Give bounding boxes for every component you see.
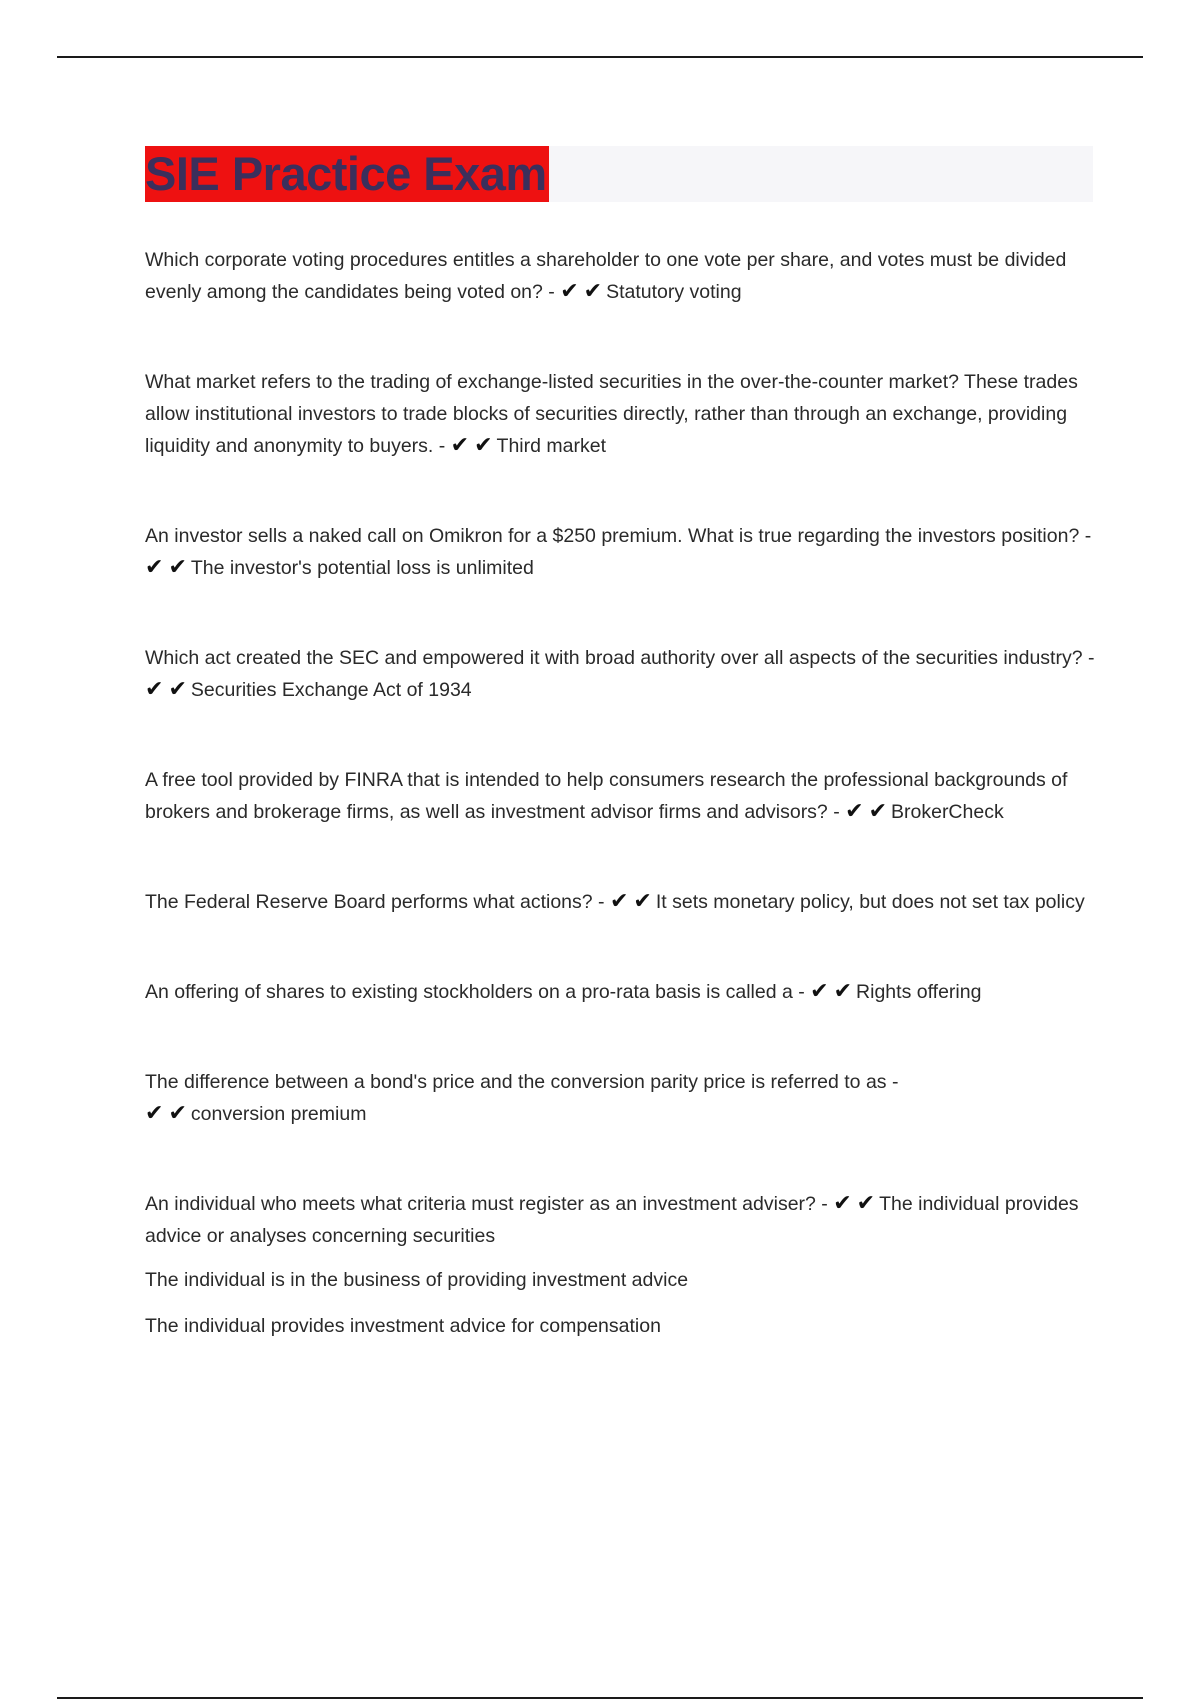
qa-item: [145, 764, 1095, 828]
answer-text: Rights offering: [856, 981, 982, 1003]
question-text: What market refers to the trading of exchange-listed securities in the over-the-counter market? These trades allow institutional investors to trade blocks of securities directly, rather than through an exchange, providing liquidity and anonymity to buyers.: [145, 371, 1078, 457]
qa-item: [145, 244, 1095, 308]
checkmark-icon: ✔: [833, 979, 853, 1004]
answer-text: BrokerCheck: [891, 801, 1004, 823]
answer-extra-line: The individual is in the business of providing investment advice: [145, 1269, 689, 1291]
answer-text: The investor's potential loss is unlimited: [190, 557, 534, 579]
question-text: The Federal Reserve Board performs what actions?: [145, 891, 593, 913]
checkmark-icon: ✔: [583, 279, 603, 304]
qa-item: [145, 1188, 1095, 1252]
answer-text: Securities Exchange Act of 1934: [190, 679, 472, 701]
checkmark-icon: ✔: [168, 555, 187, 580]
page-title: SIE Practice Exam: [145, 147, 547, 200]
separator: -: [592, 891, 610, 913]
checkmark-icon: ✔: [450, 433, 470, 458]
separator: -: [792, 981, 811, 1003]
question-text: An individual who meets what criteria must register as an investment adviser?: [145, 1193, 816, 1215]
checkmark-icon: ✔: [474, 433, 493, 458]
checkmark-icon: ✔: [560, 279, 579, 304]
separator: -: [1079, 525, 1092, 547]
qa-item: [145, 1066, 1095, 1130]
answer-text: conversion premium: [190, 1103, 367, 1125]
separator: -: [433, 435, 451, 457]
separator: -: [886, 1071, 899, 1093]
checkmark-icon: ✔: [856, 1191, 876, 1216]
answer-text: The individual provides advice or analyses concerning securities: [145, 1193, 1079, 1247]
answer-extra-line: The individual provides investment advice for compensation: [145, 1315, 661, 1337]
qa-item: [145, 886, 1095, 918]
question-text: An offering of shares to existing stockholders on a pro-rata basis is called a: [145, 981, 793, 1003]
answer-text: Statutory voting: [606, 281, 742, 303]
header-rule: [57, 56, 1143, 58]
checkmark-icon: ✔: [145, 555, 164, 580]
separator: -: [815, 1193, 834, 1215]
answer-text: Third market: [496, 435, 606, 457]
checkmark-icon: ✔: [145, 1101, 164, 1126]
checkmark-icon: ✔: [833, 1191, 852, 1216]
separator: -: [542, 281, 561, 303]
separator: -: [1082, 647, 1095, 669]
checkmark-icon: ✔: [845, 799, 864, 824]
qa-item: [145, 366, 1095, 462]
qa-item: [145, 642, 1095, 706]
checkmark-icon: ✔: [609, 889, 629, 914]
checkmark-icon: ✔: [633, 889, 652, 914]
footer-rule: [57, 1697, 1143, 1699]
qa-item: [145, 520, 1095, 584]
question-text: An investor sells a naked call on Omikron for a $250 premium. What is true regarding the investors position?: [145, 525, 1080, 547]
checkmark-icon: ✔: [168, 677, 187, 702]
question-text: A free tool provided by FINRA that is intended to help consumers research the professional backgrounds of brokers and brokerage firms, as well as investment advisor firms and advisors?: [145, 769, 1068, 823]
answer-text: It sets monetary policy, but does not set tax policy: [655, 891, 1085, 913]
separator: -: [827, 801, 846, 823]
checkmark-icon: ✔: [868, 799, 887, 824]
checkmark-icon: ✔: [145, 677, 164, 702]
qa-item: [145, 976, 1095, 1008]
question-text: Which act created the SEC and empowered it with broad authority over all aspects of the securities industry?: [145, 647, 1083, 669]
qa-list: [145, 244, 1095, 1342]
question-text: Which corporate voting procedures entitles a shareholder to one vote per share, and votes must be divided evenly among the candidates being voted on?: [145, 249, 1067, 303]
checkmark-icon: ✔: [810, 979, 829, 1004]
checkmark-icon: ✔: [168, 1101, 187, 1126]
question-text: The difference between a bond's price and the conversion parity price is referred to as: [145, 1071, 887, 1093]
